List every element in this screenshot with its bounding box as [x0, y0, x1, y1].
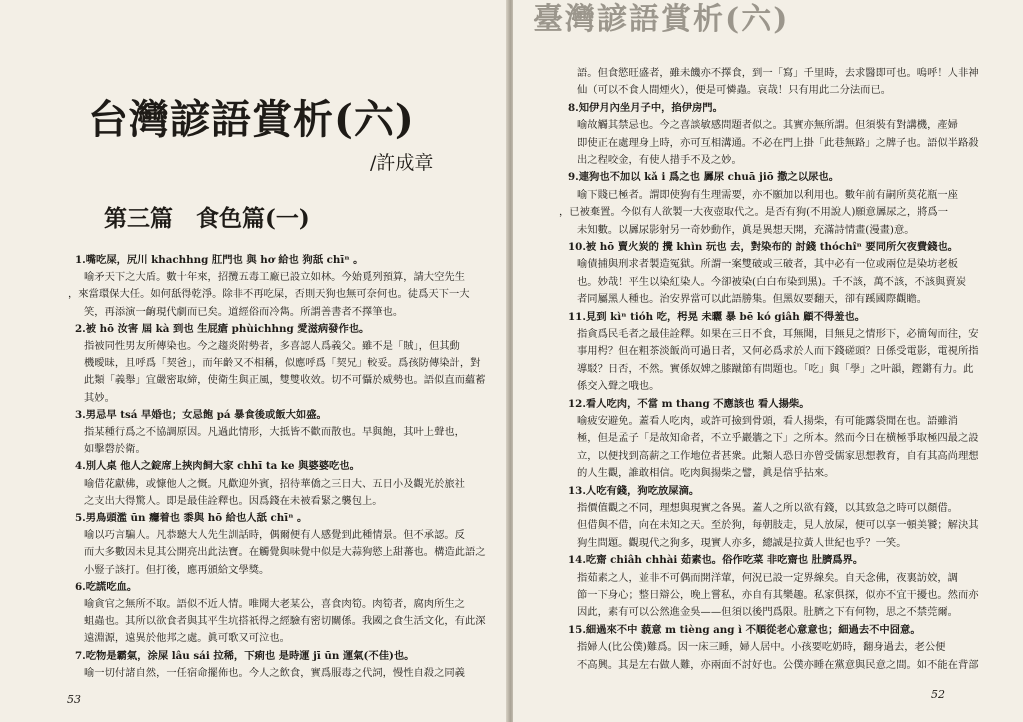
right-proverb-heading: 12.看人吃肉，不當 m thang 不應該也 看人揚柴。: [568, 397, 810, 410]
right-text-line: 指貪爲民毛者之最佳詮釋。如果在三日不食，耳無聞，目無見之情形下，必簡匈而往，安: [577, 328, 979, 340]
right-text-line: 但借與不借，向在未知之天。至於狗，每朝肢走，見人放屎，便可以享一頓美饕；解決其: [577, 519, 979, 532]
right-text-line: 因此，素有可以公然進金吳——但須以後門爲限。肚臍之下有何物，思之不禁莞爾。: [577, 606, 958, 619]
right-text-line: 出之程咬金，有使人措手不及之妙。: [577, 154, 742, 166]
right-text-line: 指價值觀之不同，理想與現實之各異。蓋人之所以欲有錢，以其致急之時可以顏借。: [577, 502, 958, 514]
right-text-line: 的人生觀，誰敢相信。吃肉與揚柴之譬，眞是信乎拈來。: [577, 467, 835, 480]
right-text-line: 喻疲安避免。蓋看人吃肉，或許可撿到骨頭，看人揚柴，有可能露袋閒在也。語雖消: [577, 415, 958, 427]
left-page: [0, 0, 508, 722]
left-text-line: 笑，再添演一齣現代劇而已矣。道經俗而冷雋。所謂善書者不擇筆也。: [84, 305, 404, 318]
right-text-line: 係交入聲之哦也。: [577, 380, 660, 393]
right-proverb-heading: 11.見到 kìⁿ tióh 吃，枵晃 未曬 暴 bē kó giâh 顧不得羞也。: [568, 310, 866, 323]
left-text-line: 小豎子該打。但打後，應再頒給文學獎。: [84, 563, 270, 576]
right-text-line: 也。妙哉！平生以染紅染人。今卻被染(白白布染到黑)。千不該，萬不該，不該與賣炭: [577, 275, 967, 288]
left-proverb-heading: 6.吃謊吃血。: [75, 580, 138, 593]
right-text-line: 喻故觸其禁忌也。今之喜談敏感問題者似之。其實亦無所謂。但須裝有對講機，產婦: [577, 119, 958, 132]
left-text-line: 喻貪官之無所不取。語似不近人情。唯聞大老某公，喜食肉筍。肉筍者，腐肉所生之: [84, 598, 465, 610]
right-text-line: 指茹素之人，並非不可偶而開洋葷，何況已設一定界線矣。自天念佛，夜裏訪姣，調: [577, 571, 958, 584]
page-number-left: 53: [67, 693, 81, 706]
right-text-line: 節一下身心；整日辯公，晚上嘗私，亦自有其樂趣。私家俱探，似亦不宜干擾也。然而亦: [577, 589, 979, 601]
left-proverb-heading: 1.嘴吃屎，尻川 khachhng 肛門也 與 hơ 給也 狗舐 chīⁿ 。: [75, 254, 364, 266]
right-text-line: 喻下賤已極者。謂即使狗有生理需要，亦不願加以利用也。數年前有嗣所莫花瓶一座: [577, 188, 958, 201]
left-text-line: 指被同性男友所傳染也。今之趨炎附勢者，多喜認人爲義父。雖不是「賊」，但其動: [84, 340, 460, 352]
right-proverb-heading: 15.細過來不中 藐意 m tièng ang ì 不順從老心意意也；細過去不中囧意。: [568, 623, 921, 636]
right-proverb-heading: 14.吃齋 chiâh chhài 茹素也。俗作吃菜 非吃齋也 肚臍爲界。: [568, 554, 864, 567]
left-text-line: 指某種行爲之不協調原因。凡過此情形，大抵皆不歡而散也。早與飽，其叶上聲也，: [84, 426, 465, 438]
right-text-line: 喻債捕與刑求者製造冤獄。所謂一案雙破或三破者，其中必有一位或兩位是染坊老板: [577, 258, 958, 271]
right-text-line: 即使正在處理身上時，亦可互相溝通。不必在門上掛「此巷無路」之牌子也。語似半路殺: [577, 136, 979, 149]
left-text-line: 此類「義舉」宜嚴密取締，使衛生與正風，雙雙收效。切不可懾於威勢也。語似直而蘊蓄: [84, 374, 486, 387]
right-proverb-heading: 9.連狗也不加以 kǎ i 爲之也 羼尿 chuā jiō 撒之以尿也。: [568, 171, 840, 184]
right-text-line: 導駁？日否，不然。實係奴婢之膝蹴節有問題也。「吃」與「學」之叶韻，鏗鏘有力。此: [577, 362, 974, 375]
right-text-line: 仙（可以不食人間煙火），便是可憐蟲。哀哉！只有用此二分法而已。: [577, 84, 892, 97]
right-text-line: 者同屬黑人種也。治安界當可以此語勝集。但黑奴要翻天，卻有蹊國際觀瞻。: [577, 293, 928, 306]
left-text-line: 如擊磬於衛。: [84, 443, 146, 456]
article-title: 台灣諺語賞析(六): [88, 96, 415, 143]
right-text-line: 極，但是孟子「是故知命者，不立乎巖牆之下」之所本。然而今日在横極爭取極四最之設: [577, 432, 979, 445]
left-proverb-heading: 7.吃物是霸氣，涂屎 lâu sái 拉稀，下痢也 是時運 jī ūn 運氣(不佳)也。: [75, 649, 415, 662]
right-text-line: 立，以便找到高薪之工作地位者甚衆。此類人恐日亦曾受儒家思想教育，自有其高尚理想: [577, 449, 979, 462]
bleed-through-title: 臺灣諺語賞析(六): [533, 2, 790, 37]
left-text-line: 之支出大得驚人。即是最佳詮釋也。因爲錢在未被看緊之襲包上。: [84, 494, 383, 507]
right-page: [513, 0, 1023, 722]
left-text-line: 遠淵源，遠異於他邦之處。眞可歌又可泣也。: [84, 632, 290, 645]
right-text-line: 不高興。其是左右做人難，亦兩面不討好也。公僕亦睡在黨意與民意之間。如不能在背部: [577, 658, 979, 671]
left-text-line: 蛆蟲也。其所以欲食者與其平生坑搭祇得之經驗有密切關係。我國之食生活文化，有此深: [84, 615, 486, 628]
left-proverb-heading: 5.男鳥頭濫 ūn 癮着也 黍與 hō 給也人舐 chīⁿ 。: [75, 512, 308, 524]
left-text-line: 喻矛天下之大盾。數十年來，招攬五毒工廠已設立如林。今始覓列預算，請大空先生: [84, 271, 465, 284]
right-proverb-heading: 13.人吃有錢，狗吃放屎滴。: [568, 484, 700, 497]
right-text-line: 語。但食慾旺盛者，雖未饑亦不擇食，到一「寫」千里時，去求醫即可也。嗚呼！人非神: [577, 67, 979, 79]
left-text-line: 其妙。: [84, 391, 115, 404]
right-proverb-heading: 10.被 hō 賣火炭的 攪 khìn 玩也 去，對染布的 討錢 thóchîⁿ 要同所欠夜費錢也。: [568, 241, 959, 253]
left-proverb-heading: 2.被 hō 汝害 屆 kà 到也 生屁瘡 phùichhng 愛滋病發作也。: [75, 322, 370, 335]
author-byline: /許成章: [370, 152, 434, 174]
left-proverb-heading: 3.男忌早 tsá 早婚也；女忌飽 pá 暴食後或飯大如盛。: [75, 408, 327, 421]
right-proverb-heading: 8.知伊月內坐月子中，掐伊房門。: [568, 101, 723, 114]
left-text-line: 喻以巧言騙人。凡恭聽大人先生訓話時，偶爾便有人感覺到此種情景。但不承認。反: [84, 529, 465, 542]
right-text-line: ，已被棄置。今似有人欲製一大夜壺取代之。是否有狗(不用說人)願意羼尿之，將爲一: [559, 206, 949, 219]
page-number-right: 52: [931, 688, 945, 701]
right-text-line: 指婦人(比公僕)難爲。因一床三睡，婦人居中。小孩要吃奶時，翻身過去，老公便: [577, 641, 946, 654]
right-text-line: 事用枵？但在粗茶淡飯尚可過日者，又何必爲求於人而下錢磋頭？日係受電影，電視所指: [577, 345, 979, 358]
left-text-line: 喻一切付諸自然，一任宿命擺佈也。今人之飲食，實爲服毒之代詞，慢性自殺之同義: [84, 666, 465, 679]
left-proverb-heading: 4.別人桌 他人之錠席上挾肉飼大家 chhī ta ke 與婆婆吃也。: [75, 460, 360, 473]
left-text-line: ，來當環保大任。如何舐得乾淨。除非不再吃屎，否則天狗也無可奈何也。徒爲天下一大: [68, 288, 470, 301]
left-text-line: 而大多數因未見其公開亮出此法寶。在觸覺與味覺中似是大蒜狗慾上甜蕃也。構造此語之: [84, 546, 486, 559]
section-heading: 第三篇 食色篇(一): [104, 205, 310, 232]
left-text-line: 喻借花獻佛，或慷他人之慨。凡歡迎外賓，招待華僑之三日大、五日小及觀光於旅社: [84, 477, 465, 490]
right-text-line: 狗生問題。觀現代之狗多，現實人亦多，總誠是拉黃人世紀也乎？一笑。: [577, 536, 907, 549]
right-text-line: 未知數。以羼尿影射另一奇妙動作，眞是異想天開，充滿詩情畫(漫畫)意。: [577, 223, 915, 236]
left-text-line: 機曖昧，且呼爲「契爸」，而年齡又不相稱，似應呼爲「契兄」較妥。爲孩防傳染計，對: [84, 357, 481, 370]
